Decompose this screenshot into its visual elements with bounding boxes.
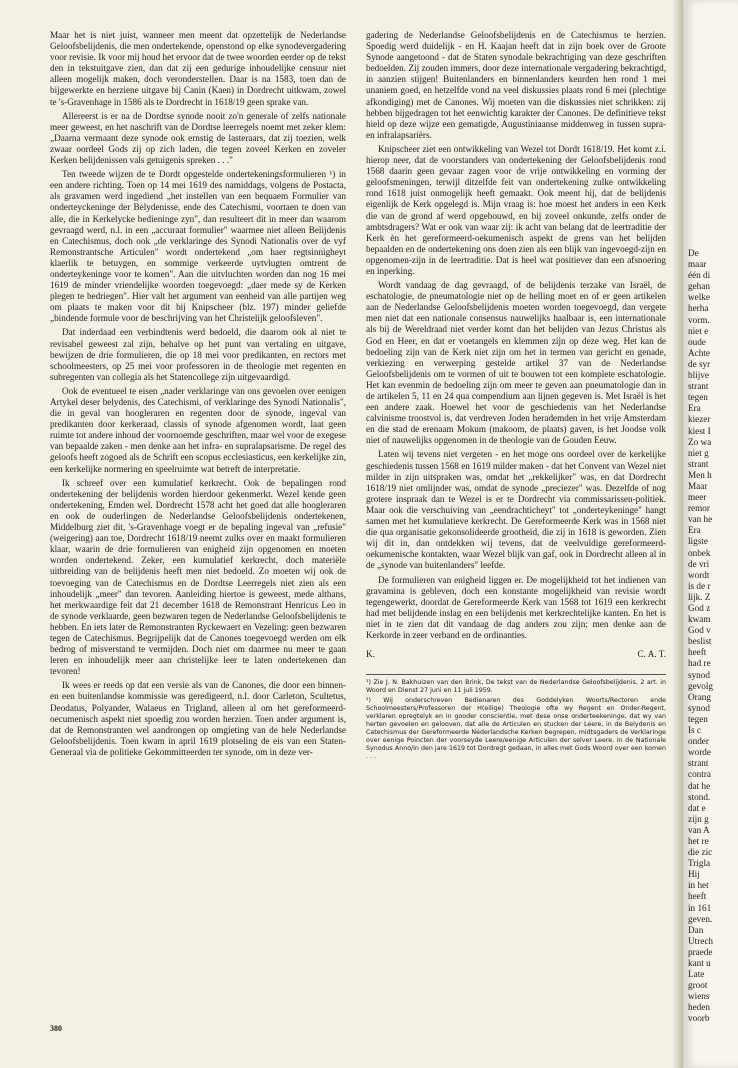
paragraph: Ook de eventueel te eisen „nader verklaringe van ons gevoelen over eenigen Artykel deser belydenis, des Catechismi, of verklaringe des Synodi Nationalis", die in geval van hoogleraren en regenten door de synode, ingeval van predikanten door kerkeraad, classis of synode afgenomen wordt, laat geen ruimte tot andere inhoud der voornoemde geschriften, maar wel voor de exegese van bepaalde zaken - men denke aan het infra- en supralapsarisme. De regel des geloofs heeft zogoed als de Schrift een scopus ecclesiasticus, een kerkelijke zin, een kerkelijke normering en speelruimte wat betreft de interpretatie. xyxy=(50,385,346,474)
next-page-line-fragment: de syr xyxy=(688,358,711,369)
next-page-line-fragment: tegen xyxy=(688,392,708,403)
paragraph: Dat inderdaad een verbindtenis werd bedoeld, die daarom ook al niet te revisabel geweest zal zijn, behalve op het punt van vertaling en uitgave, bewijzen de drie formulieren, die op 18 mei voor predikanten, en rectors met schoolmeesters, op 25 mei voor professoren in de theologie met regenten en subregenten van collegia als het Statencollege zijn uitgevaardigd. xyxy=(50,327,346,382)
right-text-column xyxy=(366,30,666,1030)
next-page-line-fragment: Utrech xyxy=(688,935,713,946)
next-page-line-fragment: Dan xyxy=(688,924,704,935)
next-page-line-fragment: gehan xyxy=(688,281,710,292)
next-page-line-fragment: blijve xyxy=(688,370,709,381)
next-page-edge xyxy=(683,0,738,1068)
next-page-line-fragment: synod xyxy=(688,702,710,713)
next-page-line-fragment: lijk. Z xyxy=(688,591,711,602)
next-page-line-fragment: dat e xyxy=(688,802,706,813)
paragraph: Ik wees er reeds op dat een versie als van de Canones, die door een binnen- en een buitenlandse kommissie was geredigeerd, n.l. door Carleton, Scultetus, Deodatus, Polyander, Walaeus en Trigland, alleen al om het gereformeerd-oecumenisch aspekt niet spoedig zou worden herzien. Toen ander argument is, dat de Remonstranten wel aandrongen op omgieting van de hele Nederlandse Geloofsbelijdenis. Toen kwam in april 1619 plotseling de eis van een Staten-Generaal via de politieke Gekommitteerden ter synode, om in deze ver- xyxy=(50,680,346,757)
next-page-line-fragment: die zic xyxy=(688,847,713,858)
next-page-line-fragment: van he xyxy=(688,514,713,525)
next-page-line-fragment: God z xyxy=(688,603,711,613)
next-page-line-fragment: Men h xyxy=(688,469,712,480)
next-page-line-fragment: strant xyxy=(688,758,709,769)
next-page-line-fragment: Orang xyxy=(688,691,711,702)
next-page-line-fragment: had re xyxy=(688,658,711,669)
next-page-line-fragment: onbek xyxy=(688,547,711,558)
signature-row xyxy=(366,649,666,660)
paragraph: Knipscheer ziet een ontwikkeling van Wezel tot Dordt 1618/19. Het komt z.i. hierop neer, dat de voorstanders van ondertekening der Geloofsbelijdenis rond 1568 daarin geen gevaar zagen voor de vrije ontwikkeling en vorming der geloofsmeningen, terwijl ditzelfde feit van ondertekening zulke ontwikkeling rond 1618 juist onmogelijk heeft gemaakt. Ook meent hij, dat de belijdenis eigenlijk de Kerk opgelegd is. Mijn vraag is: hoe moest het anders in een Kerk die van de grond af werd opgebouwd, en bij zoveel onkunde, zelfs onder de ambtsdragers? Wat er ook van waar zij: ik acht van belang dat de leertraditie der Kerk èn het gereformeerd-oekumenisch aspekt de grens van het belijden bepaalden en de ondertekening ons doen zien als een blijk van ingevoegd-zijn en opgenomen-zijn in de leertraditie. Dat is heel wat positiever dan een afsnoering en inperking. xyxy=(366,143,666,276)
next-page-line-fragment: beslist xyxy=(688,636,712,647)
next-page-line-fragment: in 161 xyxy=(688,902,712,913)
next-page-line-fragment: De xyxy=(688,248,699,258)
next-page-line-fragment: welke xyxy=(688,292,710,303)
next-page-line-fragment: Hij xyxy=(688,869,700,880)
next-page-line-fragment: zijn g xyxy=(688,813,709,824)
next-page-line-fragment: worde xyxy=(688,747,711,758)
next-page-line-fragment: wordt xyxy=(688,569,710,580)
next-page-line-fragment: contra xyxy=(688,769,711,780)
footnote: ²) Wij onderschreven Bedienaren des Goddelyken Woorts/Rectoren ende Schoolmeesters/Professoren der H(eilige) Theologie ofte wy Regent en Onder-Regent, verklaren opregtelyk en in gooder conscientie, met dese onse onderteekeninge, dat wy van herten gevoelen en gelooven, dat alle de Articulen en stucken der Leere, in de Belydenis en Catechismus der Gereformeerde Nederlandsche Kerken begrepen, midtsgaders de Verklaringe over eenige Poincten der voorseyde Leere/eenige Articulen der selver Leere, in de Nationale Synodus Anno/in den jare 1619 tot Dordregt gedaan, in alles met Gods Woord over een komen . . . xyxy=(366,697,666,761)
paragraph: gadering de Nederlandse Geloofsbelijdenis en de Catechismus te herzien. Spoedig werd duidelijk - en H. Kaajan heeft dat in zijn boek over de Groote Synode aangetoond - dat de Staten synodale bekrachtiging van deze geschriften bedoelden. Zij zouden immers, door deze internationale vergadering bekrachtigd, in aanzien stijgen! Buitenlanders en binnenlanders keurden hen rond 1 mei unaniem goed, en hetzelfde vond na veel diskussies plaats rond 6 mei (plechtige afkondiging) met de Canones. Wij moeten van die diskussies niet schrikken: zij hebben bijgedragen tot het eenwichtig karakter der Canones. De definitieve tekst hield op deze wijze een gematigde, Augustiniaanse middenweg in tussen supra- en infralapsariërs. xyxy=(366,30,666,140)
next-page-line-fragment: Zo wa xyxy=(688,436,712,447)
next-page-line-fragment: kwam xyxy=(688,614,711,625)
next-page-line-fragment: ligste xyxy=(688,536,708,547)
next-page-line-fragment: Trigla xyxy=(688,858,711,869)
next-page-line-fragment: kiezer xyxy=(688,414,711,425)
signature-initial-left: K. xyxy=(366,649,375,660)
next-page-line-fragment: oude xyxy=(688,336,706,347)
next-page-line-fragment: synod xyxy=(688,669,710,680)
next-page-line-fragment: maar xyxy=(688,259,707,270)
footnotes xyxy=(366,674,666,761)
next-page-line-fragment: heeft xyxy=(688,891,707,902)
paragraph: Ten tweede wijzen de te Dordt opgestelde ondertekeningsformulieren ¹) in een andere richting. Toen op 14 mei 1619 des namiddags, volgens de Postacta, als gravamen werd ingediend „het instellen van een bequaem Formulier van onderteyckeninge der Belydenisse, ende des Catechismi, voortaen te doen van alle, die in Kerkelycke bedieninge zyn", dan resulteert dit in meer dan waarom gevraagd werd, n.l. in een „accuraat formulier" waarmee niet alleen Belijdenis en Catechismus, doch ook „de verklaringe des Synodi Nationalis over de vyf Remonstrantsche Articulen" wordt ondertekend „om haer regtsinnigheyt klaerlik te betuygen, en sommige verkeerde uytvlugten omtrent de onderteykeninge voor te komen". Aan die uitvluchten worden dan nog 16 mei 1619 de minder vriendelijke woorden toegevoegd: „daer mede sy de Kerken plegen te bedriegen". Hier valt het argument van eenheid van alle partijen weg om plaats te maken voor dit bij Knipscheer (blz. 197) minder geliefde „bindende formule voor de beschrijving van het Christelijk geloofsleven". xyxy=(50,169,346,324)
next-page-line-fragment: herha xyxy=(688,303,709,314)
paragraph: Wordt vandaag de dag gevraagd, of de belijdenis terzake van Israël, de eschatologie, de pneumatologie niet op de helling moet en of er geen artikelen aan de Nederlandse Geloofsbelijdenis moeten worden toegevoegd, dan vergete men niet dat een nationale consensus nauwelijks haalbaar is, een internationale als bij de Wereldraad niet verder komt dan het belijden van Jezus Christus als God en Heer, en dat er voetangels en klemmen zijn op deze weg. Het kan de bedoeling zijn van de Kerk niet zijn om het in termen van gericht en genade, verkiezing en verwerping gestelde artikel 37 van de Nederlandse Geloofsbelijdenis om te vormen of uit te bouwen tot een komplete eschatologie. Het kan evenmin de bedoeling zijn om meer te geven aan pneumatologie dan in de artikelen 5, 11 en 24 qua compendium aan lijnen gegeven is. Met Israël is het een andere zaak. Hoewel het voor de geschiedenis van het Nederlandse calvinisme troostvol is, dat verdreven Joden herademden in het vrije Amsterdam en die stad de erenaam Mokum (makoom, de plaats) gaven, is het Joodse volk niet of nauwelijks opgenomen in de theologie van de Gouden Eeuw. xyxy=(366,280,666,446)
next-page-line-fragment: heden xyxy=(688,1002,710,1013)
next-page-line-fragment: praede xyxy=(688,946,713,957)
next-page-line-fragment: dat he xyxy=(688,780,711,791)
next-page-line-fragment: kiest I xyxy=(688,425,711,436)
next-page-line-fragment: stond. xyxy=(688,791,711,802)
next-page-line-fragment: strant xyxy=(688,458,709,469)
next-page-line-fragment: strant xyxy=(688,381,709,392)
next-page-line-fragment: van A xyxy=(688,824,710,835)
left-text-column xyxy=(50,30,346,1015)
paragraph: De formulieren van enigheid liggen er. De mogelijkheid tot het indienen van gravamina is gebleven, doch een konstante mogelijkheid van revisie wordt tegengewerkt, doordat de Gereformeerde Kerk van 1568 tot 1619 een kerkrecht had met belijdende inslag en een belijdenis met kerkrechtelijke kanten. En het is niet in te zien dat dit vandaag de dag anders zou zijn; men denke aan de Kerkorde in zeer verband en de ordinanties. xyxy=(366,574,666,640)
page-number: 380 xyxy=(50,1024,62,1033)
next-page-line-fragment: in het xyxy=(688,880,709,891)
next-page-line-fragment: remor xyxy=(688,503,710,514)
paragraph: Ik schreef over een kumulatief kerkrecht. Ook de bepalingen rond ondertekening der belijdenis worden hierdoor gekenmerkt. Wezel kende geen ondertekening, Emden wel. Dordrecht 1578 acht het goed dat alle hoogleraren en ook de ouderlingen de Nederlandse Geloofsbelijdenis ondertekenen, Middelburg ziet dit, 's-Gravenhage voegt er de bepaling ingeval van „refusie" (weigering) aan toe, Dordrecht 1618/19 neemt zulks over en maakt formulieren klaar, waarin de drie formulieren van enigheid zijn opgenomen en moeten worden ondertekend. Zeker, een kumulatief kerkrecht, doch materiële uitbreiding van de belijdenis heeft men niet bedoeld. Zo moeten wij ook de toevoeging van de Catechismus en de Dordtse Leerregels niet zien als een inhoudelijk „meer" dan tevoren. Aanleiding hiertoe is geweest, mede althans, het merkwaardige feit dat 21 december 1618 de Remonstrant Henricus Leo in de synode verklaarde, geen bezwaren tegen de Nederlandse Geloofsbelijdenis te hebben. En iets later de Remonstranten Ryckewaert en Vezeling: geen bezwaren tegen de Catechismus. Begrijpelijk dat de Canones toegevoegd werden om elk bedrog of misverstand te vermijden. Doch niet om daarmee nu meer te gaan leren en inhoudelijk meer aan christelijke leer te laten ondertekenen dan tevoren! xyxy=(50,477,346,677)
next-page-line-fragment: meer xyxy=(688,492,707,503)
next-page-line-fragment: het re xyxy=(688,835,709,846)
next-page-line-fragment: gevolg xyxy=(688,680,714,691)
signature-initials-right: C. A. T. xyxy=(637,649,666,660)
paragraph: Laten wij tevens niet vergeten - en het moge ons oordeel over de kerkelijke geschiedenis tussen 1568 en 1619 milder maken - dat het Convent van Wezel niet milder in zijn uitspraken was, omdat het „rekkelijker" was, en dat Dordrecht 1618/19 niet omlijnder was, omdat de synode „preciezer" was. Dezelfde of nog grotere inspraak dan te Wezel is er te Dordrecht via commissarissen-politiek. Maar ook die verschuiving van „eendrachticheyt" tot „onderteykeninge" hangt samen met het kumulatieve kerkrecht. De Gereformeerde Kerk was in 1568 niet die qua organisatie gekonsolideerde grootheid, die zij in 1618 is geworden. Zien wij dit in, dan ontdekken wij tevens, dat de veelvuldige gereformeerd-oekumenische kontakten, waar Wezel blijk van gaf, ook in Dordrecht alleen al in de „synode van buitenlanders" leefde. xyxy=(366,449,666,571)
next-page-line-fragment: Era xyxy=(688,525,701,536)
next-page-line-fragment: Achte xyxy=(688,347,710,358)
next-page-line-fragment: wiens xyxy=(688,991,710,1002)
next-page-line-fragment: één di xyxy=(688,270,711,281)
next-page-line-fragment: kant u xyxy=(688,958,711,968)
next-page-line-fragment: geven. xyxy=(688,913,713,924)
next-page-line-fragment: vorm. xyxy=(688,314,710,325)
next-page-text-fragments xyxy=(688,248,738,1025)
next-page-line-fragment: niet e xyxy=(688,325,709,336)
next-page-line-fragment: de vri xyxy=(688,558,710,569)
next-page-line-fragment: Era xyxy=(688,403,701,414)
paragraph: Maar het is niet juist, wanneer men meent dat opzettelijk de Nederlandse Geloofsbelijdenis, die men ondertekende, openstond op elke synodevergadering voor revisie. Ik voor mij houd het ervoor dat de twee woorden eerder op de tekst den in tekstuitgave zien, dan dat zij een gedurige inhoudelijke censuur niet alleen mogelijk maken, doch veronderstellen. Daar is na 1583, toen dan de bijgewerkte en herziene uitgave bij Canin (Kaen) in Dordrecht uitkwam, zowel te 's-Gravenhage in 1586 als te Dordrecht in 1618/19 geen sprake van. xyxy=(50,30,346,107)
next-page-line-fragment: onder xyxy=(688,736,709,747)
next-page-line-fragment: God v xyxy=(688,625,711,636)
paragraph: Allereerst is er na de Dordtse synode nooit zo'n generale of zelfs nationale meer geweest, en het naschrift van de Dordtse leerregels noemt met zeker klem: „Daarna vermaant deze synode ook ernstig de lasteraars, dat zij toezien, welk zwaar oordeel Gods zij op zich laden, die tegen zoveel Kerken en zoveler Kerken belijdenissen vals getuigenis spreken . . ." xyxy=(50,110,346,166)
next-page-line-fragment: heeft xyxy=(688,647,707,658)
next-page-line-fragment: tegen xyxy=(688,713,708,724)
next-page-line-fragment: Maar xyxy=(688,480,708,491)
next-page-line-fragment: niet g xyxy=(688,447,709,458)
footnote: ¹) Zie J. N. Bakhuizen van den Brink, De tekst van de Nederlandse Geloofsbelijdenis, 2 art. in Woord en Dienst 27 juni en 11 juli 1959. xyxy=(366,679,666,695)
next-page-line-fragment: groot xyxy=(688,980,708,991)
next-page-line-fragment: Late xyxy=(688,969,705,980)
next-page-line-fragment: is de r xyxy=(688,580,711,591)
next-page-line-fragment: voorb xyxy=(688,1013,710,1024)
next-page-line-fragment: Is c xyxy=(688,725,702,736)
